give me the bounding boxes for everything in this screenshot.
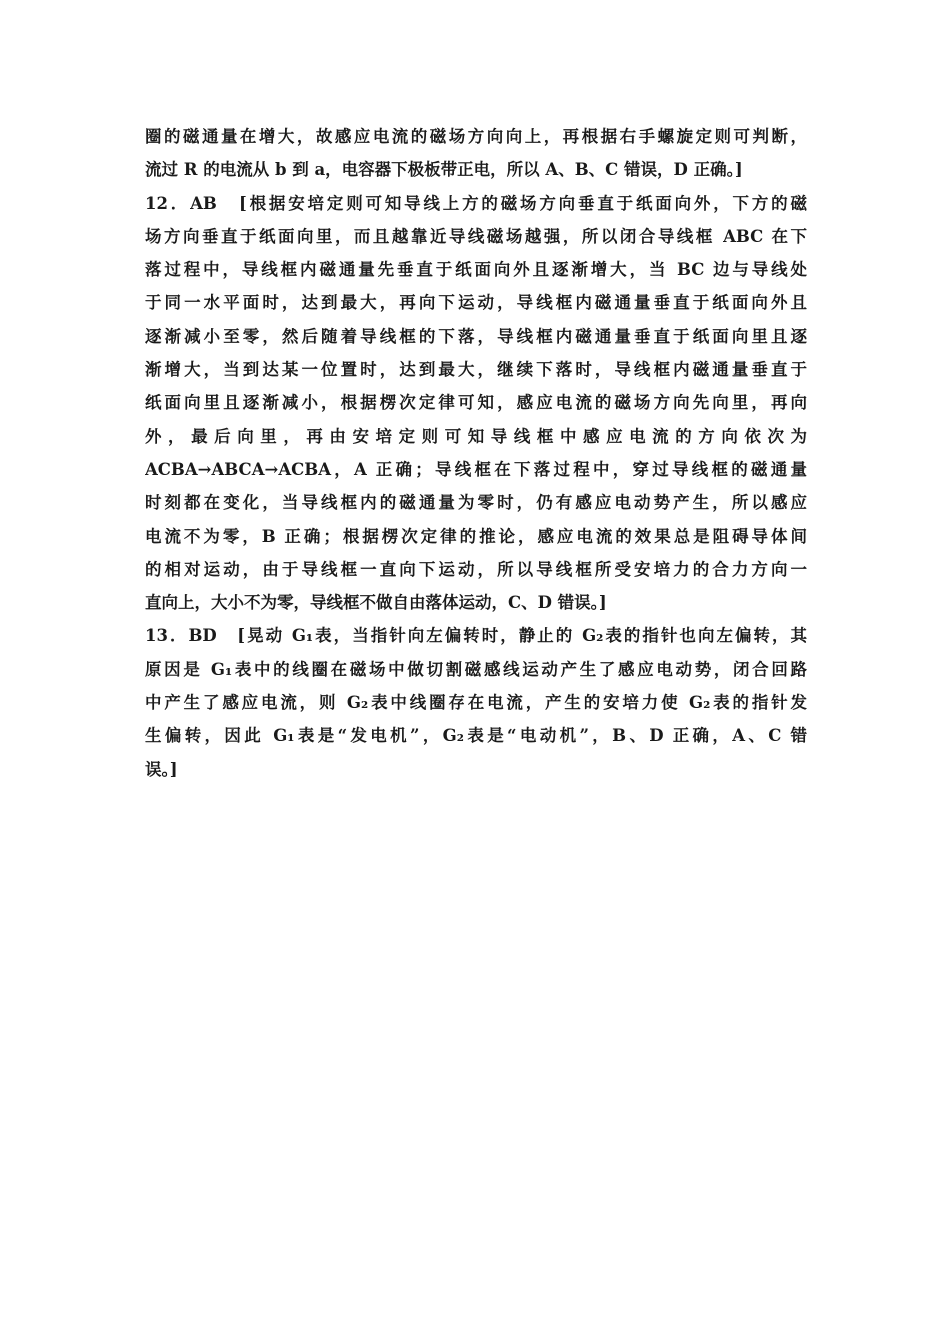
text-line: 电流不为零，B 正确；根据楞次定律的推论，感应电流的效果总是阻碍导体间 xyxy=(145,526,807,546)
text-line: 直向上，大小不为零，导线框不做自由落体运动，C、D 错误。] xyxy=(145,593,607,613)
text-line: 落过程中，导线框内磁通量先垂直于纸面向外且逐渐增大，当 BC 边与导线处 xyxy=(145,260,807,280)
text-line: 外，最后向里，再由安培定则可知导线框中感应电流的方向依次为 xyxy=(145,426,807,446)
text-line: 中产生了感应电流，则 G₂表中线圈存在电流，产生的安培力使 G₂表的指针发 xyxy=(145,693,807,713)
answer-text-block xyxy=(145,120,807,786)
text-line: 时刻都在变化，当导线框内的磁通量为零时，仍有感应电动势产生，所以感应 xyxy=(145,493,807,513)
text-line: 流过 R 的电流从 b 到 a，电容器下极板带正电，所以 A、B、C 错误，D 正确。] xyxy=(145,160,743,180)
text-line: 于同一水平面时，达到最大，再向下运动，导线框内磁通量垂直于纸面向外且 xyxy=(145,293,807,313)
text-line: 逐渐减小至零，然后随着导线框的下落，导线框内磁通量垂直于纸面向里且逐 xyxy=(145,326,807,346)
text-line: 圈的磁通量在增大，故感应电流的磁场方向向上，再根据右手螺旋定则可判断， xyxy=(145,127,807,146)
text-line: 误。] xyxy=(145,759,178,779)
text-line: 的相对运动，由于导线框一直向下运动，所以导线框所受安培力的合力方向一 xyxy=(145,559,807,579)
text-line: 场方向垂直于纸面向里，而且越靠近导线磁场越强，所以闭合导线框 ABC 在下 xyxy=(145,226,807,246)
text-line: 纸面向里且逐渐减小，根据楞次定律可知，感应电流的磁场方向先向里，再向 xyxy=(145,393,807,413)
text-line: 13．BD [晃动 G₁表，当指针向左偏转时，静止的 G₂表的指针也向左偏转，其 xyxy=(145,626,807,646)
text-line: 原因是 G₁表中的线圈在磁场中做切割磁感线运动产生了感应电动势，闭合回路 xyxy=(145,659,807,679)
text-line: 12．AB [根据安培定则可知导线上方的磁场方向垂直于纸面向外，下方的磁 xyxy=(145,193,807,213)
text-line: 渐增大，当到达某一位置时，达到最大，继续下落时，导线框内磁通量垂直于 xyxy=(145,360,807,380)
text-line: 生偏转，因此 G₁表是“发电机”，G₂表是“电动机”，B、D 正确，A、C 错 xyxy=(145,726,807,746)
text-line: ACBA→ABCA→ACBA，A 正确；导线框在下落过程中，穿过导线框的磁通量 xyxy=(145,459,807,479)
